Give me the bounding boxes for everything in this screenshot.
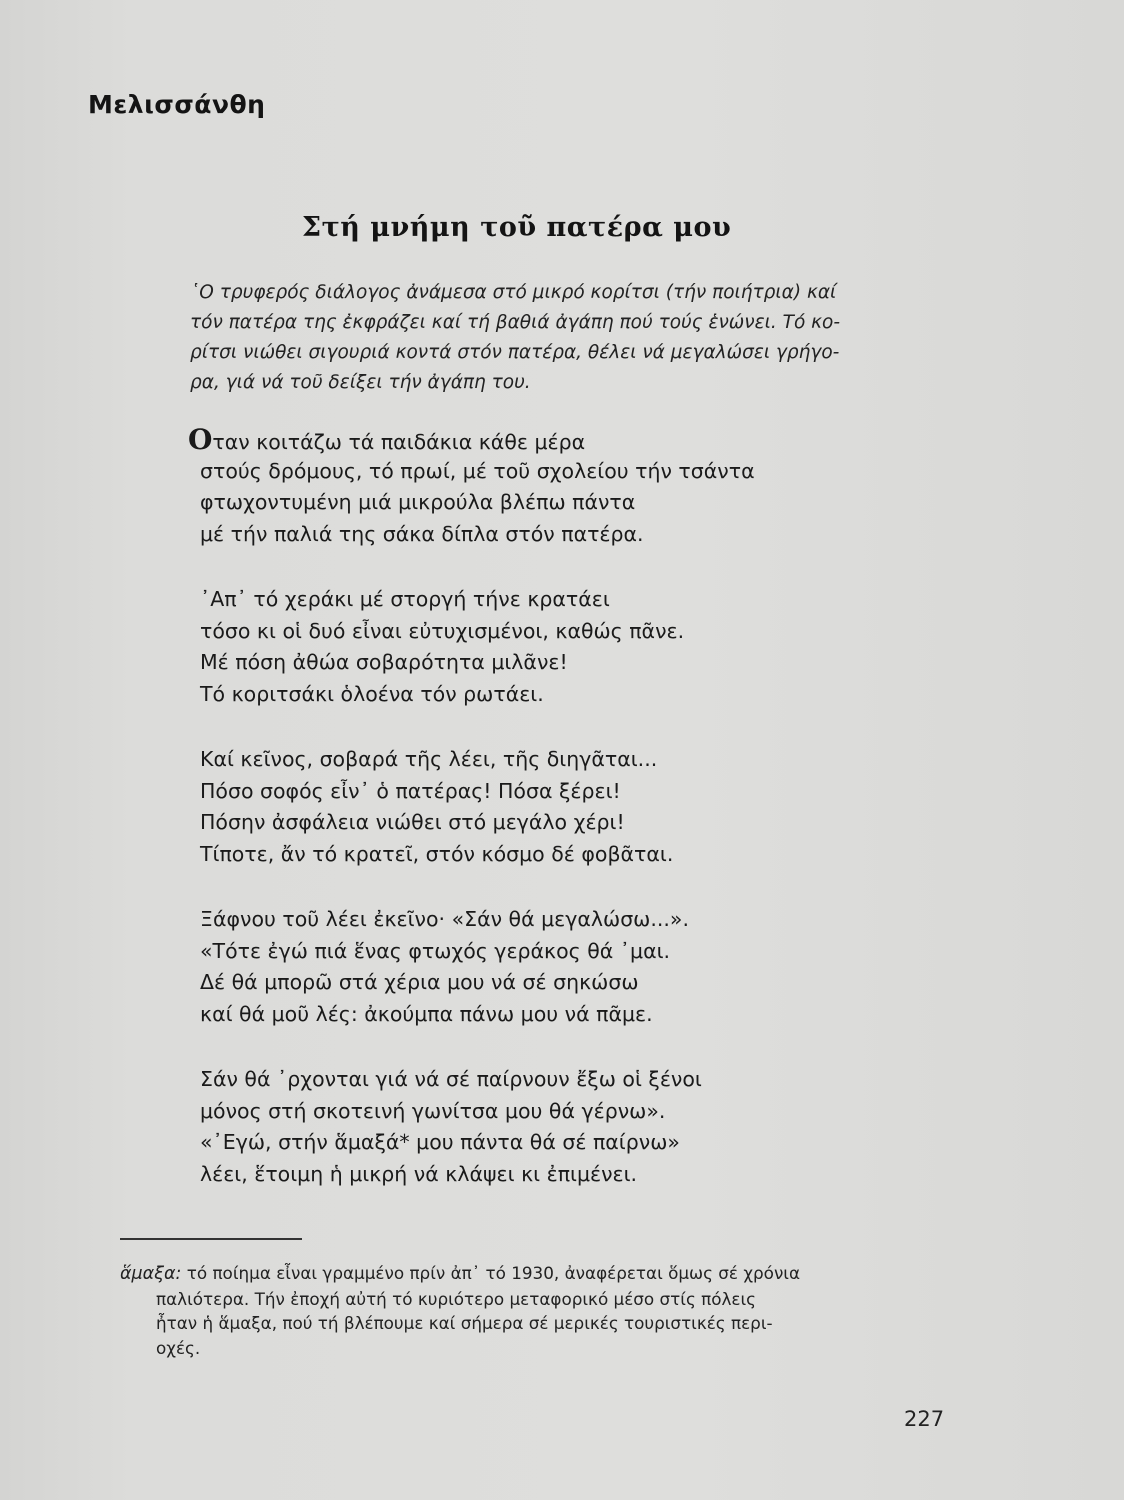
intro-line: ῾Ο τρυφερός διάλογος ἀνάμεσα στό μικρό κορίτσι (τήν ποιήτρια) καί [190, 282, 837, 303]
stanza-2 [200, 584, 755, 710]
footnote-text: τό ποίημα εἶναι γραμμένο πρίν ἀπ᾿ τό 1930, ἀναφέρεται ὅμως σέ χρόνια [186, 1263, 801, 1283]
verse-line: Πόσην ἀσφάλεια νιώθει στό μεγάλο χέρι! [200, 810, 625, 834]
poem-introduction [190, 278, 950, 398]
verse-line: Μέ πόση ἀθώα σοβαρότητα μιλᾶνε! [200, 650, 568, 674]
verse-line: Δέ θά μπορῶ στά χέρια μου νά σέ σηκώσω [200, 970, 639, 994]
footnote-divider [120, 1238, 302, 1240]
author-name: Μελισσάνθη [88, 90, 266, 119]
verse-line: λέει, ἕτοιμη ἡ μικρή νά κλάψει κι ἐπιμένει. [200, 1161, 638, 1186]
verse-line: Τίποτε, ἄν τό κρατεῖ, στόν κόσμο δέ φοβᾶται. [200, 841, 674, 866]
verse-line: μόνος στή σκοτεινή γωνίτσα μου θά γέρνω». [200, 1098, 666, 1123]
verse-line: Τό κοριτσάκι ὁλοένα τόν ρωτάει. [200, 681, 544, 706]
page-number: 227 [904, 1407, 945, 1431]
footnote-line: παλιότερα. Τήν ἐποχή αὐτή τό κυριότερο μεταφορικό μέσο στίς πόλεις [156, 1288, 757, 1309]
poem-title: Στή μνήμη τοῦ πατέρα μου [302, 212, 732, 243]
stanza-3 [200, 744, 755, 870]
verse-line: φτωχοντυμένη μιά μικρούλα βλέπω πάντα [200, 490, 636, 514]
verse-line: τόσο κι οἱ δυό εἶναι εὐτυχισμένοι, καθώς πᾶνε. [200, 618, 685, 643]
verse-line: «᾿Εγώ, στήν ἅμαξά* μου πάντα θά σέ παίρνω» [200, 1130, 680, 1154]
verse-line: Καί κεῖνος, σοβαρά τῆς λέει, τῆς διηγᾶται... [200, 747, 658, 771]
footnote-term: ἅμαξα: [120, 1264, 182, 1284]
footnote-line [120, 1261, 950, 1287]
verse-line [188, 423, 755, 456]
intro-line: ρα, γιά νά τοῦ δείξει τήν ἀγάπη του. [190, 372, 531, 393]
footnote-line: ἦταν ἡ ἅμαξα, πού τή βλέπουμε καί σήμερα σέ μερικές τουριστικές περι- [156, 1313, 773, 1333]
verse-line: Ξάφνου τοῦ λέει ἐκεῖνο· «Σάν θά μεγαλώσω...». [200, 907, 689, 931]
verse-line-text: ταν κοιτάζω τά παιδάκια κάθε μέρα [212, 430, 586, 454]
verse-line: στούς δρόμους, τό πρωί, μέ τοῦ σχολείου τήν τσάντα [200, 458, 755, 483]
verse-line: Σάν θά ᾿ρχονται γιά νά σέ παίρνουν ἔξω οἱ ξένοι [200, 1067, 702, 1091]
verse-line: μέ τήν παλιά της σάκα δίπλα στόν πατέρα. [200, 521, 644, 546]
intro-line: ρίτσι νιώθει σιγουριά κοντά στόν πατέρα, θέλει νά μεγαλώσει γρήγο- [190, 342, 840, 363]
stanza-5 [200, 1064, 755, 1190]
footnote-line: οχές. [156, 1337, 201, 1358]
footnote [120, 1261, 950, 1360]
verse-line: Πόσο σοφός εἶν᾿ ὁ πατέρας! Πόσα ξέρει! [200, 778, 621, 803]
drop-cap: Ο [188, 423, 213, 456]
verse-line: καί θά μοῦ λές: ἀκούμπα πάνω μου νά πᾶμε. [200, 1001, 653, 1026]
intro-line: τόν πατέρα της ἐκφράζει καί τή βαθιά ἀγάπη πού τούς ἑνώνει. Τό κο- [190, 312, 841, 333]
verse-line: ᾿Απ᾿ τό χεράκι μέ στοργή τήνε κρατάει [200, 587, 610, 611]
stanza-4 [200, 904, 755, 1030]
stanza-1 [188, 423, 755, 550]
verse-line: «Τότε ἐγώ πιά ἕνας φτωχός γεράκος θά ᾿μαι. [200, 938, 671, 963]
poem-body [188, 423, 755, 1224]
